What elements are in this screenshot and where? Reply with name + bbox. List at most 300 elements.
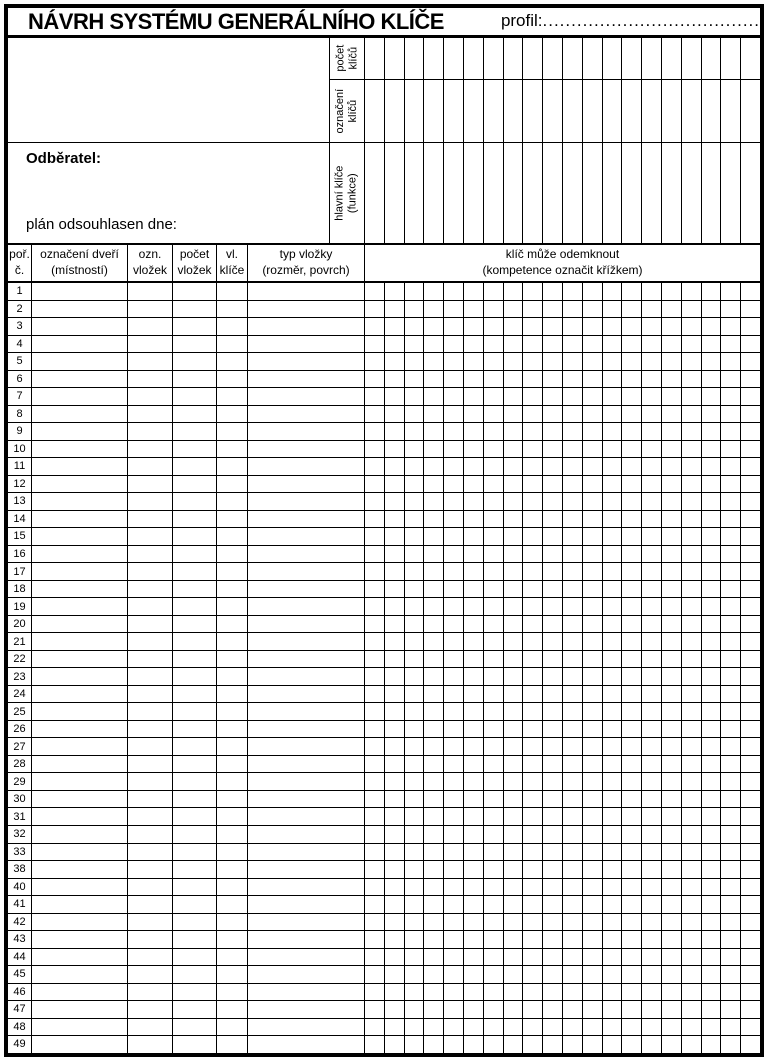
- competence-grid-cell: [365, 914, 385, 931]
- competence-grid-cell: [702, 1001, 722, 1018]
- competence-grid-cell: [504, 808, 524, 825]
- competence-grid-cell: [583, 283, 603, 300]
- competence-grid-cell: [682, 598, 702, 615]
- key-grid-cell: [682, 38, 702, 79]
- competence-grid-cell: [504, 1036, 524, 1053]
- cylinder-designation-cell: [128, 949, 173, 966]
- table-row: [8, 616, 760, 634]
- competence-grid-cell: [682, 633, 702, 650]
- competence-grid-cell: [385, 1036, 405, 1053]
- competence-grid-cell: [523, 283, 543, 300]
- cylinder-type-cell: [248, 633, 365, 650]
- door-designation-cell: [32, 1001, 128, 1018]
- key-grid-cell: [405, 38, 425, 79]
- competence-grid-cell: [642, 388, 662, 405]
- key-grid-cell: [504, 38, 524, 79]
- competence-grid-cell: [523, 686, 543, 703]
- competence-grid-cell: [702, 581, 722, 598]
- cylinder-type-cell: [248, 528, 365, 545]
- competence-grid-cell: [741, 756, 760, 773]
- competence-grid-cell: [563, 336, 583, 353]
- competence-grid-cell: [563, 844, 583, 861]
- table-row: [8, 283, 760, 301]
- competence-grid-cell: [424, 1036, 444, 1053]
- competence-grid-cell: [464, 773, 484, 790]
- cylinder-keys-cell: [217, 563, 248, 580]
- competence-grid-cell: [444, 651, 464, 668]
- cylinder-count-cell: [173, 318, 217, 335]
- competence-grid-cell: [682, 879, 702, 896]
- competence-grid-cell: [543, 598, 563, 615]
- competence-grid-cell: [603, 1001, 623, 1018]
- table-row: [8, 896, 760, 914]
- door-designation-cell: [32, 861, 128, 878]
- cylinder-type-cell: [248, 984, 365, 1001]
- cylinder-count-cell: [173, 493, 217, 510]
- competence-grid-cell: [583, 896, 603, 913]
- cylinder-type-cell: [248, 651, 365, 668]
- cylinder-keys-cell: [217, 703, 248, 720]
- competence-grid-cell: [642, 1001, 662, 1018]
- competence-grid-cell: [405, 721, 425, 738]
- competence-grid-cell: [504, 756, 524, 773]
- competence-grid-cell: [385, 686, 405, 703]
- competence-grid-cell: [721, 563, 741, 580]
- competence-grid-cell: [523, 581, 543, 598]
- cylinder-keys-cell: [217, 791, 248, 808]
- competence-grid-cell: [622, 966, 642, 983]
- competence-grid-cell: [504, 703, 524, 720]
- competence-grid-cell: [385, 581, 405, 598]
- cylinder-designation-cell: [128, 476, 173, 493]
- door-designation-cell: [32, 844, 128, 861]
- competence-grid-cell: [721, 476, 741, 493]
- competence-grid-cell: [583, 914, 603, 931]
- competence-grid-cell: [682, 949, 702, 966]
- competence-grid-cell: [484, 336, 504, 353]
- competence-grid-cell: [682, 528, 702, 545]
- competence-grid-cell: [504, 546, 524, 563]
- cylinder-type-cell: [248, 931, 365, 948]
- row-number-cell: 18: [8, 581, 32, 598]
- col-header-key-competence: klíč může odemknout (kompetence označit křížkem): [482, 247, 643, 277]
- competence-grid-cell: [642, 371, 662, 388]
- main-keys-row: [330, 143, 760, 243]
- competence-grid-cell: [464, 458, 484, 475]
- competence-grid-cell: [622, 756, 642, 773]
- competence-grid-cell: [405, 1001, 425, 1018]
- competence-grid-cell: [543, 703, 563, 720]
- competence-grid-cell: [504, 844, 524, 861]
- competence-grid-cell: [603, 756, 623, 773]
- competence-grid-cell: [543, 301, 563, 318]
- competence-grid-cell: [682, 826, 702, 843]
- competence-grid-cell: [484, 914, 504, 931]
- competence-grid-cell: [484, 651, 504, 668]
- cylinder-count-cell: [173, 773, 217, 790]
- competence-grid-cell: [603, 633, 623, 650]
- competence-grid-cell: [504, 511, 524, 528]
- competence-grid-cell: [622, 791, 642, 808]
- door-designation-cell: [32, 949, 128, 966]
- competence-grid-cell: [385, 563, 405, 580]
- table-row: [8, 651, 760, 669]
- competence-grid-cell: [583, 336, 603, 353]
- competence-grid-cell: [563, 546, 583, 563]
- competence-grid-cell: [504, 984, 524, 1001]
- competence-grid-cell: [365, 581, 385, 598]
- competence-grid-cell: [603, 738, 623, 755]
- competence-grid-cell: [741, 984, 760, 1001]
- competence-grid-cell: [603, 493, 623, 510]
- competence-grid-cell: [543, 721, 563, 738]
- competence-grid-cell: [642, 476, 662, 493]
- competence-grid-cell: [583, 633, 603, 650]
- table-row: [8, 914, 760, 932]
- key-designation-label-cell: [330, 80, 365, 142]
- cylinder-type-cell: [248, 546, 365, 563]
- competence-grid-cell: [563, 879, 583, 896]
- competence-grid-cell: [504, 581, 524, 598]
- cylinder-keys-cell: [217, 1001, 248, 1018]
- competence-grid-cell: [583, 598, 603, 615]
- competence-grid-cell: [543, 1036, 563, 1053]
- cylinder-count-cell: [173, 896, 217, 913]
- cylinder-designation-cell: [128, 1036, 173, 1053]
- competence-grid-cell: [662, 773, 682, 790]
- competence-grid-cell: [523, 476, 543, 493]
- competence-grid-cell: [563, 1001, 583, 1018]
- competence-grid-cell: [385, 528, 405, 545]
- row-number-cell: 19: [8, 598, 32, 615]
- table-row: [8, 668, 760, 686]
- cylinder-type-cell: [248, 423, 365, 440]
- competence-grid-cell: [721, 949, 741, 966]
- competence-grid-cell: [702, 949, 722, 966]
- competence-grid-cell: [543, 651, 563, 668]
- cylinder-type-cell: [248, 301, 365, 318]
- competence-grid-cell: [405, 423, 425, 440]
- competence-grid-cell: [622, 808, 642, 825]
- competence-grid-cell: [444, 721, 464, 738]
- competence-grid-cell: [642, 528, 662, 545]
- competence-grid-cell: [622, 511, 642, 528]
- competence-grid-cell: [385, 336, 405, 353]
- competence-grid-cell: [484, 581, 504, 598]
- cylinder-count-cell: [173, 283, 217, 300]
- cylinder-keys-cell: [217, 773, 248, 790]
- competence-grid-cell: [721, 301, 741, 318]
- key-grid-cell: [543, 143, 563, 243]
- competence-grid-cell: [642, 406, 662, 423]
- cylinder-keys-cell: [217, 388, 248, 405]
- competence-grid-cell: [563, 476, 583, 493]
- competence-grid-cell: [464, 423, 484, 440]
- door-designation-cell: [32, 598, 128, 615]
- competence-grid-cell: [385, 546, 405, 563]
- col-header-cylinder-designation: ozn. vložek: [128, 245, 173, 281]
- competence-grid-cell: [603, 931, 623, 948]
- competence-grid-cell: [464, 668, 484, 685]
- cylinder-type-cell: [248, 353, 365, 370]
- competence-grid-cell: [583, 581, 603, 598]
- competence-grid-cell: [583, 318, 603, 335]
- competence-grid-cell: [662, 914, 682, 931]
- competence-grid-cell: [385, 283, 405, 300]
- table-row: [8, 546, 760, 564]
- competence-grid-cell: [741, 511, 760, 528]
- competence-grid-cell: [504, 861, 524, 878]
- competence-grid-cell: [523, 598, 543, 615]
- cylinder-keys-cell: [217, 879, 248, 896]
- row-number-cell: 20: [8, 616, 32, 633]
- competence-grid-cell: [405, 301, 425, 318]
- competence-grid-cell: [424, 808, 444, 825]
- row-number-cell: 5: [8, 353, 32, 370]
- competence-grid-cell: [642, 283, 662, 300]
- competence-grid-cell: [543, 458, 563, 475]
- door-designation-cell: [32, 738, 128, 755]
- key-grid-cell: [405, 80, 425, 142]
- competence-grid-cell: [504, 458, 524, 475]
- competence-grid-cell: [543, 686, 563, 703]
- competence-grid-cell: [583, 371, 603, 388]
- competence-grid-cell: [662, 861, 682, 878]
- cylinder-keys-cell: [217, 738, 248, 755]
- competence-grid-cell: [365, 546, 385, 563]
- competence-grid-cell: [444, 756, 464, 773]
- competence-grid-cell: [702, 721, 722, 738]
- competence-grid-cell: [424, 458, 444, 475]
- cylinder-keys-cell: [217, 598, 248, 615]
- table-row: [8, 738, 760, 756]
- competence-grid-cell: [642, 756, 662, 773]
- competence-grid-cell: [682, 616, 702, 633]
- competence-grid-cell: [543, 528, 563, 545]
- competence-grid-cell: [385, 511, 405, 528]
- competence-grid-cell: [622, 896, 642, 913]
- competence-grid-cell: [504, 931, 524, 948]
- competence-grid-cell: [741, 598, 760, 615]
- competence-grid-cell: [484, 458, 504, 475]
- competence-grid-cell: [622, 931, 642, 948]
- competence-grid-cell: [444, 371, 464, 388]
- cylinder-designation-cell: [128, 791, 173, 808]
- competence-grid-cell: [603, 651, 623, 668]
- key-grid-cell: [662, 80, 682, 142]
- table-row: [8, 773, 760, 791]
- competence-grid-cell: [365, 371, 385, 388]
- competence-grid-cell: [702, 861, 722, 878]
- competence-grid-cell: [583, 1001, 603, 1018]
- key-grid-cell: [622, 143, 642, 243]
- row-number-cell: 42: [8, 914, 32, 931]
- competence-grid-cell: [603, 283, 623, 300]
- competence-grid-cell: [504, 879, 524, 896]
- competence-grid-cell: [583, 563, 603, 580]
- competence-grid-cell: [682, 966, 702, 983]
- competence-grid-cell: [622, 914, 642, 931]
- key-grid-cell: [583, 80, 603, 142]
- competence-grid-cell: [543, 773, 563, 790]
- competence-grid-cell: [405, 493, 425, 510]
- competence-grid-cell: [543, 511, 563, 528]
- table-row: [8, 511, 760, 529]
- competence-grid-cell: [741, 738, 760, 755]
- cylinder-count-cell: [173, 598, 217, 615]
- competence-grid-cell: [543, 1019, 563, 1036]
- competence-grid-cell: [563, 791, 583, 808]
- cylinder-count-cell: [173, 476, 217, 493]
- competence-grid-cell: [504, 563, 524, 580]
- row-number-cell: 29: [8, 773, 32, 790]
- key-grid-cell: [563, 80, 583, 142]
- cylinder-type-cell: [248, 563, 365, 580]
- competence-grid-cell: [563, 423, 583, 440]
- competence-grid-cell: [424, 721, 444, 738]
- competence-grid-cell: [583, 879, 603, 896]
- competence-grid-cell: [543, 616, 563, 633]
- competence-grid-cell: [365, 476, 385, 493]
- competence-grid-cell: [662, 1019, 682, 1036]
- competence-grid-cell: [603, 879, 623, 896]
- row-number-cell: 10: [8, 441, 32, 458]
- competence-grid-cell: [523, 423, 543, 440]
- competence-grid-cell: [543, 283, 563, 300]
- cylinder-keys-cell: [217, 283, 248, 300]
- row-number-cell: 16: [8, 546, 32, 563]
- competence-grid-cell: [662, 581, 682, 598]
- competence-grid-cell: [603, 984, 623, 1001]
- competence-grid-cell: [424, 668, 444, 685]
- competence-grid-cell: [682, 668, 702, 685]
- competence-grid-cell: [504, 826, 524, 843]
- door-designation-cell: [32, 441, 128, 458]
- competence-grid-cell: [444, 791, 464, 808]
- competence-grid-cell: [583, 423, 603, 440]
- competence-grid-cell: [504, 791, 524, 808]
- cylinder-keys-cell: [217, 686, 248, 703]
- competence-grid-cell: [721, 1001, 741, 1018]
- competence-grid-cell: [721, 581, 741, 598]
- row-number-cell: 40: [8, 879, 32, 896]
- competence-grid-cell: [702, 616, 722, 633]
- competence-grid-cell: [504, 633, 524, 650]
- competence-grid-cell: [464, 686, 484, 703]
- table-row: [8, 423, 760, 441]
- competence-grid-cell: [662, 966, 682, 983]
- competence-grid-cell: [424, 686, 444, 703]
- cylinder-designation-cell: [128, 598, 173, 615]
- competence-grid-cell: [563, 283, 583, 300]
- table-header-row: [8, 243, 760, 283]
- cylinder-designation-cell: [128, 808, 173, 825]
- competence-grid-cell: [721, 861, 741, 878]
- competence-grid-cell: [365, 318, 385, 335]
- competence-grid-cell: [444, 1001, 464, 1018]
- cylinder-count-cell: [173, 844, 217, 861]
- competence-grid-cell: [563, 984, 583, 1001]
- row-number-cell: 43: [8, 931, 32, 948]
- competence-grid-cell: [622, 616, 642, 633]
- competence-grid-cell: [563, 318, 583, 335]
- competence-grid-cell: [543, 353, 563, 370]
- competence-grid-cell: [603, 686, 623, 703]
- competence-grid-cell: [583, 1019, 603, 1036]
- competence-grid-cell: [563, 738, 583, 755]
- cylinder-type-cell: [248, 1019, 365, 1036]
- key-grid-cell: [642, 80, 662, 142]
- competence-grid-cell: [424, 476, 444, 493]
- competence-grid-cell: [464, 738, 484, 755]
- competence-grid-cell: [424, 406, 444, 423]
- competence-grid-cell: [464, 896, 484, 913]
- competence-grid-cell: [523, 563, 543, 580]
- competence-grid-cell: [563, 441, 583, 458]
- cylinder-count-cell: [173, 791, 217, 808]
- competence-grid-cell: [543, 371, 563, 388]
- key-grid-cell: [523, 80, 543, 142]
- competence-grid-cell: [603, 966, 623, 983]
- competence-grid-cell: [365, 1001, 385, 1018]
- competence-grid-cell: [721, 1019, 741, 1036]
- door-designation-cell: [32, 528, 128, 545]
- row-number-cell: 26: [8, 721, 32, 738]
- cylinder-count-cell: [173, 808, 217, 825]
- competence-grid-cell: [484, 826, 504, 843]
- cylinder-keys-cell: [217, 931, 248, 948]
- competence-grid-cell: [622, 598, 642, 615]
- competence-grid-cell: [405, 1036, 425, 1053]
- competence-grid-cell: [603, 458, 623, 475]
- competence-grid-cell: [642, 598, 662, 615]
- competence-grid-cell: [405, 353, 425, 370]
- competence-grid-cell: [523, 826, 543, 843]
- competence-grid-cell: [523, 493, 543, 510]
- cylinder-type-cell: [248, 914, 365, 931]
- competence-grid-cell: [622, 441, 642, 458]
- competence-grid-cell: [385, 493, 405, 510]
- competence-grid-cell: [702, 633, 722, 650]
- competence-grid-cell: [682, 1001, 702, 1018]
- competence-grid-cell: [702, 336, 722, 353]
- competence-grid-cell: [642, 668, 662, 685]
- cylinder-count-cell: [173, 1036, 217, 1053]
- row-number-cell: 49: [8, 1036, 32, 1053]
- competence-grid-cell: [741, 773, 760, 790]
- table-row: [8, 353, 760, 371]
- competence-grid-cell: [682, 283, 702, 300]
- col-header-door-designation: označení dveří (místností): [32, 245, 128, 281]
- competence-grid-cell: [662, 528, 682, 545]
- key-grid-cell: [365, 143, 385, 243]
- competence-grid-cell: [642, 581, 662, 598]
- competence-grid-cell: [405, 861, 425, 878]
- competence-grid-cell: [603, 1036, 623, 1053]
- competence-grid-cell: [603, 441, 623, 458]
- competence-grid-cell: [523, 458, 543, 475]
- key-grid-cell: [444, 143, 464, 243]
- competence-grid-cell: [622, 668, 642, 685]
- cylinder-keys-cell: [217, 318, 248, 335]
- competence-grid-cell: [444, 476, 464, 493]
- table-row: [8, 581, 760, 599]
- cylinder-keys-cell: [217, 423, 248, 440]
- competence-grid-cell: [365, 511, 385, 528]
- competence-grid-cell: [424, 633, 444, 650]
- row-number-cell: 27: [8, 738, 32, 755]
- competence-grid-cell: [622, 633, 642, 650]
